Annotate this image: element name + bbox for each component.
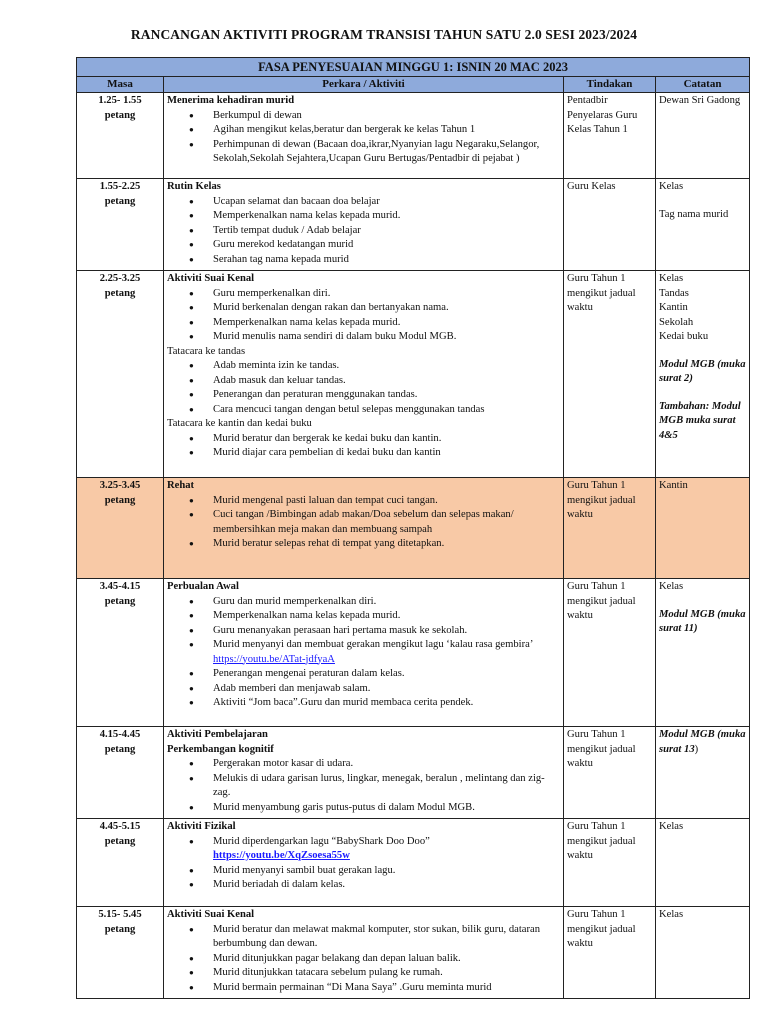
table-row (77, 93, 750, 179)
list-item: ● Pergerakan motor kasar di udara. (213, 757, 560, 772)
youtube-link[interactable]: https://youtu.be/ATat-jdfyaA (213, 653, 335, 665)
catatan-line: Kelas (659, 181, 684, 192)
list-item (213, 638, 560, 667)
time-range: 1.55-2.25 (99, 181, 141, 192)
activity-list (167, 287, 560, 345)
activity-list (167, 835, 560, 893)
subheading: Tatacara ke tandas (167, 345, 246, 357)
list-item: ● Murid menyambung garis putus-putus di dalam Modul MGB. (213, 801, 560, 816)
list-item-text: Murid menyanyi dan membuat gerakan mengikut lagu ‘kalau rasa gembira’ (213, 639, 534, 650)
list-item: ● Adab memberi dan menjawab salam. (213, 682, 560, 697)
list-item: ● Perhimpunan di dewan (Bacaan doa,ikrar,Nyanyian lagu Negaraku,Selangor, Sekolah,Sekolah Sejahtera,Ucapan Guru Bertugas/Pentadbir di pejabat ) (213, 138, 560, 167)
time-cell (77, 93, 164, 179)
list-item: ● Guru merekod kedatangan murid (213, 238, 560, 253)
table-row (77, 179, 750, 271)
table-row (77, 907, 750, 999)
activity-title: Aktiviti Suai Kenal (167, 909, 255, 920)
list-item: ● Murid diajar cara pembelian di kedai buku dan kantin (213, 446, 560, 461)
activity-list (167, 757, 560, 815)
catatan-cell (656, 579, 750, 727)
list-item: ● Murid berkenalan dengan rakan dan bertanyakan nama. (213, 301, 560, 316)
tindakan-cell: Pentadbir Penyelaras Guru Kelas Tahun 1 (564, 93, 656, 179)
time-period: petang (104, 109, 136, 121)
catatan-line: Tandas (659, 287, 689, 299)
list-item: ● Aktiviti “Jom baca”.Guru dan murid membaca cerita pendek. (213, 696, 560, 711)
activity-subtitle: Perkembangan kognitif (167, 743, 274, 755)
time-range: 1.25- 1.55 (98, 95, 142, 106)
time-period: petang (104, 195, 136, 207)
schedule-table (76, 57, 750, 999)
module-note-end: ) (694, 743, 699, 755)
catatan-line: Tag nama murid (659, 208, 729, 220)
activity-list (167, 432, 560, 461)
list-item: ● Melukis di udara garisan lurus, lingkar, menegak, beralun , melintang dan zig-zag. (213, 772, 560, 801)
catatan-cell: Kelas (656, 907, 750, 999)
catatan-cell: Kantin (656, 478, 750, 579)
time-period: petang (104, 595, 136, 607)
time-period: petang (104, 835, 136, 847)
activity-cell (164, 727, 564, 819)
list-item: ● Murid ditunjukkan pagar belakang dan depan laluan balik. (213, 952, 560, 967)
time-cell (77, 819, 164, 907)
tindakan-cell: Guru Tahun 1 mengikut jadual waktu (564, 579, 656, 727)
activity-title: Aktiviti Fizikal (167, 821, 236, 832)
time-period: petang (104, 287, 136, 299)
header-perkara: Perkara / Aktiviti (164, 77, 564, 93)
time-period: petang (104, 494, 136, 506)
list-item: ● Murid bermain permainan “Di Mana Saya” .Guru meminta murid (213, 981, 560, 996)
list-item: ● Memperkenalkan nama kelas kepada murid. (213, 609, 560, 624)
activity-list (167, 195, 560, 268)
catatan-line: Kantin (659, 302, 688, 313)
list-item: ● Murid beratur dan bergerak ke kedai buku dan kantin. (213, 432, 560, 447)
time-range: 3.25-3.45 (99, 480, 141, 491)
list-item: ● Agihan mengikut kelas,beratur dan bergerak ke kelas Tahun 1 (213, 123, 560, 138)
table-row (77, 478, 750, 579)
list-item: ● Memperkenalkan nama kelas kepada murid. (213, 209, 560, 224)
header-row (77, 77, 750, 93)
tindakan-cell: Guru Tahun 1 mengikut jadual waktu (564, 478, 656, 579)
list-item: ● Berkumpul di dewan (213, 109, 560, 124)
catatan-cell (656, 727, 750, 819)
time-range: 4.45-5.15 (99, 821, 141, 832)
list-item: ● Murid beratur dan melawat makmal komputer, stor sukan, bilik guru, dataran berbumbung dan dewan. (213, 923, 560, 952)
table-row (77, 271, 750, 478)
list-item: ● Cara mencuci tangan dengan betul selepas menggunakan tandas (213, 403, 560, 418)
time-cell (77, 478, 164, 579)
catatan-line: Kelas (659, 581, 684, 592)
module-note-text: Modul MGB (muka surat (659, 729, 746, 755)
activity-title: Aktiviti Pembelajaran (167, 729, 268, 740)
time-cell (77, 179, 164, 271)
header-tindakan: Tindakan (564, 77, 656, 93)
time-period: petang (104, 923, 136, 935)
module-note: Tambahan: Modul MGB muka surat 4&5 (659, 400, 741, 441)
activity-list (167, 494, 560, 552)
module-note (659, 728, 746, 757)
time-cell (77, 579, 164, 727)
time-cell (77, 727, 164, 819)
subheading: Tatacara ke kantin dan kedai buku (167, 418, 312, 429)
catatan-line: Kelas (659, 273, 684, 284)
module-note: Modul MGB (muka surat 11) (659, 608, 746, 634)
catatan-cell: Dewan Sri Gadong (656, 93, 750, 179)
activity-list (167, 595, 560, 711)
activity-list (167, 109, 560, 167)
list-item: ● Murid menyanyi sambil buat gerakan lagu. (213, 864, 560, 879)
list-item: ● Adab masuk dan keluar tandas. (213, 374, 560, 389)
activity-list (167, 923, 560, 996)
list-item: ● Murid ditunjukkan tatacara sebelum pulang ke rumah. (213, 966, 560, 981)
list-item: ● Ucapan selamat dan bacaan doa belajar (213, 195, 560, 210)
time-period: petang (104, 743, 136, 755)
phase-heading: FASA PENYESUAIAN MINGGU 1: ISNIN 20 MAC 2023 (77, 58, 750, 77)
module-note-page: 13 (684, 743, 695, 755)
activity-title: Perbualan Awal (167, 581, 239, 592)
list-item: ● Penerangan mengenai peraturan dalam kelas. (213, 667, 560, 682)
table-row (77, 819, 750, 907)
page-title: RANCANGAN AKTIVITI PROGRAM TRANSISI TAHUN SATU 2.0 SESI 2023/2024 (130, 27, 638, 42)
catatan-cell (656, 179, 750, 271)
list-item: ● Murid beriadah di dalam kelas. (213, 878, 560, 893)
list-item: ● Guru dan murid memperkenalkan diri. (213, 595, 560, 610)
table-row (77, 579, 750, 727)
activity-title: Aktiviti Suai Kenal (167, 273, 255, 284)
time-cell (77, 271, 164, 478)
catatan-line: Kedai buku (659, 331, 709, 342)
catatan-cell: Kelas (656, 819, 750, 907)
tindakan-cell: Guru Tahun 1 mengikut jadual waktu (564, 819, 656, 907)
header-masa: Masa (77, 77, 164, 93)
time-range: 2.25-3.25 (99, 273, 141, 284)
time-range: 3.45-4.15 (99, 581, 141, 592)
activity-cell (164, 93, 564, 179)
list-item: ● Guru memperkenalkan diri. (213, 287, 560, 302)
list-item: ● Cuci tangan /Bimbingan adab makan/Doa sebelum dan selepas makan/ membersihkan meja makan dan membuang sampah (213, 508, 560, 537)
activity-cell (164, 478, 564, 579)
list-item: ● Guru menanyakan perasaan hari pertama masuk ke sekolah. (213, 624, 560, 639)
activity-list (167, 359, 560, 417)
activity-cell (164, 271, 564, 478)
list-item: ● Murid menulis nama sendiri di dalam buku Modul MGB. (213, 330, 560, 345)
catatan-cell (656, 271, 750, 478)
tindakan-cell: Guru Tahun 1 mengikut jadual waktu (564, 907, 656, 999)
youtube-link[interactable]: https://youtu.be/XqZsoesa55w (213, 850, 350, 861)
time-range: 5.15- 5.45 (98, 909, 142, 920)
activity-cell (164, 179, 564, 271)
time-cell (77, 907, 164, 999)
activity-cell (164, 579, 564, 727)
table-row (77, 727, 750, 819)
list-item (213, 835, 560, 864)
catatan-line: Sekolah (659, 316, 694, 328)
list-item: ● Memperkenalkan nama kelas kepada murid. (213, 316, 560, 331)
list-item-text: Murid diperdengarkan lagu “BabyShark Doo Doo” (213, 835, 430, 847)
tindakan-cell: Guru Kelas (564, 179, 656, 271)
module-note: Modul MGB (muka surat 2) (659, 358, 746, 384)
tindakan-cell: Guru Tahun 1 mengikut jadual waktu (564, 271, 656, 478)
list-item: ● Murid beratur selepas rehat di tempat yang ditetapkan. (213, 537, 560, 552)
list-item: ● Murid mengenal pasti laluan dan tempat cuci tangan. (213, 494, 560, 509)
activity-title: Menerima kehadiran murid (167, 95, 295, 106)
list-item: ● Penerangan dan peraturan menggunakan tandas. (213, 388, 560, 403)
time-range: 4.15-4.45 (99, 729, 141, 740)
activity-cell (164, 907, 564, 999)
tindakan-cell: Guru Tahun 1 mengikut jadual waktu (564, 727, 656, 819)
header-catatan: Catatan (656, 77, 750, 93)
list-item: ● Adab meminta izin ke tandas. (213, 359, 560, 374)
activity-title: Rutin Kelas (167, 181, 221, 192)
activity-cell (164, 819, 564, 907)
list-item: ● Tertib tempat duduk / Adab belajar (213, 224, 560, 239)
list-item: ● Serahan tag nama kepada murid (213, 253, 560, 268)
activity-title: Rehat (167, 480, 195, 491)
